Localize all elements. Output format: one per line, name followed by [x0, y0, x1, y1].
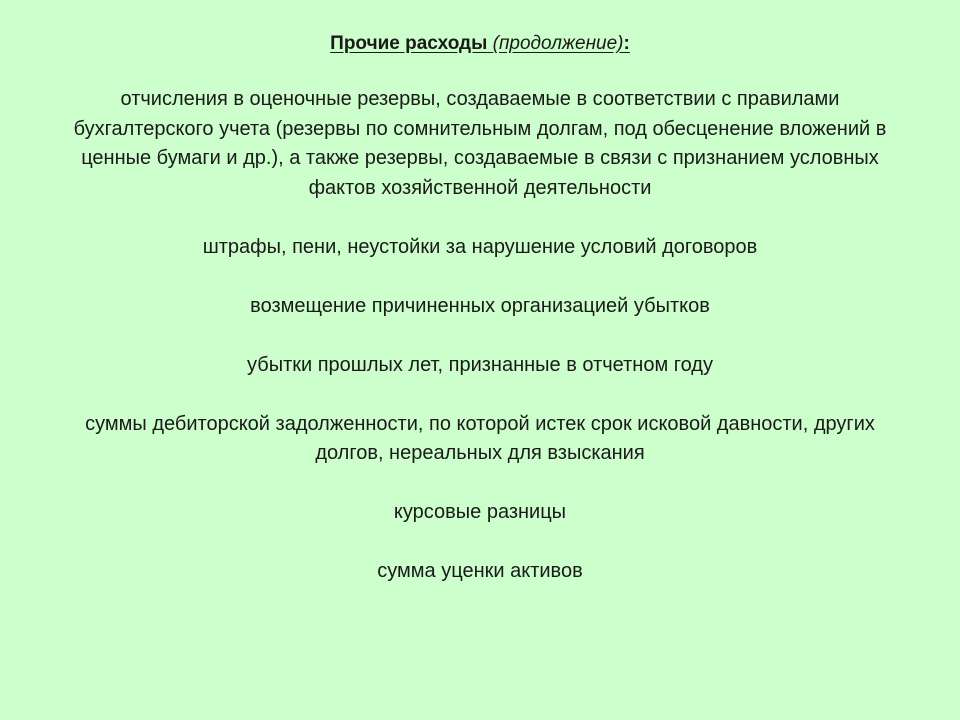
- list-item-asset-markdown: сумма уценки активов: [377, 560, 583, 582]
- list-item-prior-losses: убытки прошлых лет, признанные в отчетном году: [247, 353, 713, 376]
- list-item-fines: штрафы, пени, неустойки за нарушение условий договоров: [202, 235, 758, 258]
- title-subtitle: (продолжение): [492, 33, 624, 54]
- list-item-exchange-differences: курсовые разницы: [393, 501, 567, 523]
- title-main: Прочие расходы: [330, 33, 488, 54]
- slide-title: [0, 30, 960, 58]
- expense-list: [60, 85, 900, 587]
- list-item-receivables: суммы дебиторской задолженности, по которой истек срок исковой давности, других долгов, нереальных для взыскания: [85, 412, 875, 464]
- title-colon: :: [623, 33, 630, 54]
- list-item-damages: возмещение причиненных организацией убытков: [250, 294, 710, 317]
- list-item-reserves: отчисления в оценочные резервы, создаваемые в соответствии с правилами бухгалтерского учета (резервы по сомнительным долгам, под обесценение вложений в ценные бумаги и др.), а также резервы, создаваемые в связи с признанием условных фактов хозяйственной деятельности: [73, 88, 887, 199]
